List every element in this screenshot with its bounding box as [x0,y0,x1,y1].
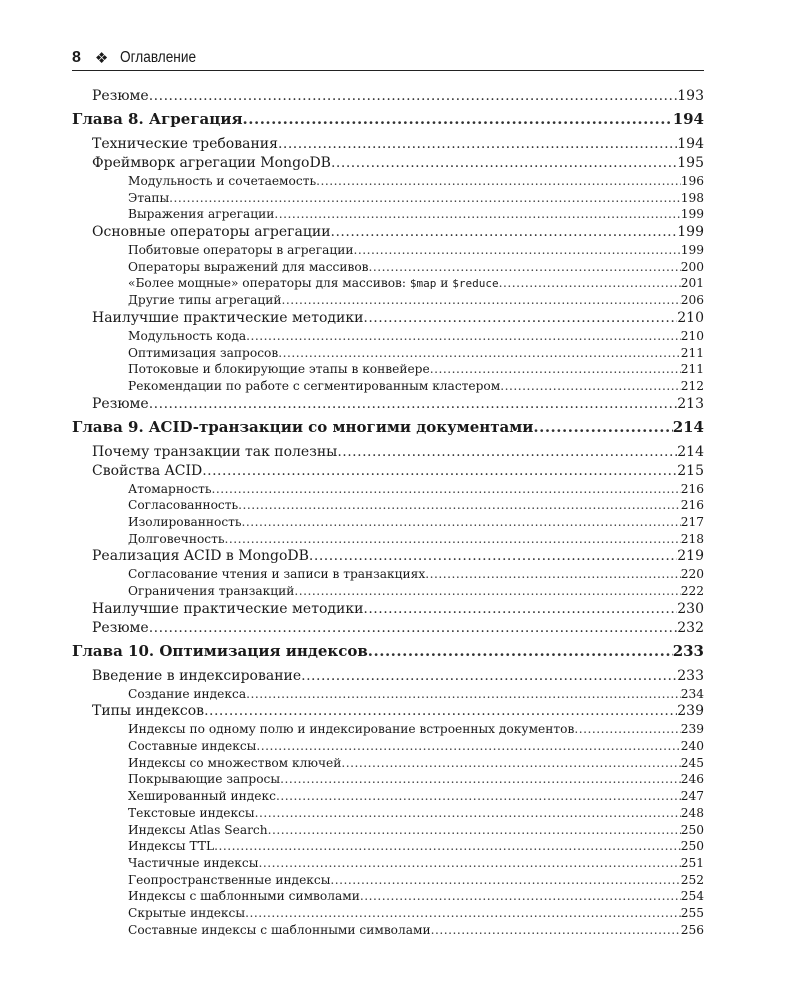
toc-entry-title: Геопространственные индексы [128,872,331,887]
toc-dot-leader [301,668,677,684]
toc-dot-leader [268,823,681,837]
toc-entry-title: Технические требования [92,136,278,152]
toc-page-number: 212 [680,378,704,393]
toc-section [92,224,704,243]
toc-subsection [128,515,704,532]
toc-dot-leader [243,110,673,128]
toc-dot-leader [169,191,681,205]
toc-subsection [128,207,704,224]
ornament-icon: ❖ [94,50,109,67]
toc-section [92,444,704,463]
toc-page-number: 233 [677,667,704,684]
toc-entry-title: Индексы со множеством ключей [128,755,342,770]
toc-dot-leader [281,293,680,307]
toc-chapter [72,110,704,136]
toc-page-number: 250 [680,839,704,854]
toc-entry-title: Наилучшие практические методики [92,600,364,617]
toc-page-number: 199 [680,207,704,222]
toc-section [92,703,704,722]
toc-dot-leader [202,463,677,479]
toc-entry-title: Этапы [128,190,170,205]
toc-entry-title: Рекомендации по работе с сегментированным кластером [128,378,501,393]
toc-subsection [128,276,704,293]
toc-dot-leader [425,567,681,581]
toc-page-number: 218 [680,531,704,546]
toc-subsection [128,584,704,601]
toc-dot-leader [337,444,677,460]
toc-page-number: 255 [680,905,704,920]
toc-page-number: 199 [680,243,704,258]
toc-entry-title: Основные операторы агрегации [92,224,331,241]
toc-dot-leader [369,260,681,274]
toc-dot-leader [499,276,681,290]
toc-dot-leader [238,498,681,512]
toc-dot-leader [574,722,680,736]
toc-entry-title: Создание индекса [128,686,247,701]
toc-subsection [128,498,704,515]
toc-entry-title [128,276,499,290]
toc-subsection [128,260,704,277]
toc-dot-leader [363,310,677,326]
toc-entry-title: Резюме [92,88,149,104]
toc-subsection [128,873,704,890]
toc-dot-leader [256,739,680,753]
toc-page-number: 251 [680,855,704,870]
toc-entry-title: Индексы Atlas Search [128,822,268,837]
toc-dot-leader [246,687,681,701]
toc-entry-title: Согласование чтения и записи в транзакциях [128,567,426,582]
toc-dot-leader [331,155,677,171]
toc-dot-leader [212,482,681,496]
toc-dot-leader [294,584,680,598]
toc-entry-title: Текстовые индексы [128,805,255,820]
toc-section [92,620,704,639]
toc-section [92,396,704,415]
toc-page-number: 234 [680,686,704,701]
toc-subsection [128,567,704,584]
toc-subsection [128,362,704,379]
toc-subsection [128,772,704,789]
toc-page-number: 201 [680,276,704,291]
toc-page-number: 217 [680,514,704,529]
toc-dot-leader [278,346,681,360]
toc-dot-leader [360,889,681,903]
toc-dot-leader [330,873,680,887]
toc-entry-title: Модульность кода [128,328,247,343]
toc-entry-title: Модульность и сочетаемость [128,174,317,188]
toc-entry-title: Выражения агрегации [128,207,275,222]
toc-section [92,668,704,687]
toc-dot-leader [363,601,677,617]
toc-entry-title: Операторы выражений для массивов [128,259,369,274]
toc-subsection [128,293,704,310]
toc-entry-title: Согласованность [128,498,239,513]
toc-entry-title: Глава 10. Оптимизация индексов [72,641,368,660]
toc-entry-title: Типы индексов [92,703,205,720]
toc-entry-title: Оптимизация запросов [128,345,279,360]
toc-entry-title: Свойства ACID [92,462,203,479]
toc-subsection [128,789,704,806]
toc-chapter [72,642,704,668]
toc-page-number: 246 [680,772,704,787]
toc-dot-leader [309,548,677,564]
toc-page-number: 245 [680,755,704,770]
toc-dot-leader [331,224,678,240]
toc-entry-title: Изолированность [128,514,242,529]
toc-entry-title-text: «Более мощные» операторы для массивов: [128,276,410,291]
toc-entry-title: Частичные индексы [128,855,259,870]
toc-page-number: 239 [677,703,704,720]
toc-page-number: 220 [680,567,704,582]
toc-entry-title: Почему транзакции так полезны [92,443,338,460]
toc-page-number: 222 [680,584,704,598]
toc-subsection [128,687,704,704]
toc-dot-leader [149,620,678,636]
toc-subsection [128,856,704,873]
toc-page-number: 248 [680,805,704,820]
toc-dot-leader [225,532,681,546]
toc-subsection [128,923,704,940]
toc-page-number: 210 [680,328,704,343]
toc-page-number: 210 [677,309,704,326]
toc-page-number: 200 [680,259,704,274]
toc-dot-leader [280,772,681,786]
toc-dot-leader [430,362,681,376]
toc-page-number: 213 [677,395,704,412]
toc-dot-leader [204,703,677,719]
toc-page-number: 247 [680,789,704,804]
toc-page-number: 252 [680,872,704,887]
toc-page-number: 214 [677,443,704,460]
toc-dot-leader [368,642,673,660]
toc-subsection [128,482,704,499]
toc-subsection [128,346,704,363]
toc-entry-title: Индексы TTL [128,839,215,854]
toc-entry-title: Индексы с шаблонными символами [128,889,360,904]
toc-subsection [128,739,704,756]
toc-section [92,601,704,620]
toc-dot-leader [255,806,681,820]
toc-subsection [128,889,704,906]
toc-entry-title: Потоковые и блокирующие этапы в конвейере [128,362,430,377]
toc-entry-title: Глава 8. Агрегация [72,110,243,128]
toc-entry-title: Резюме [92,395,149,412]
toc-subsection [128,532,704,549]
toc-section [92,88,704,107]
toc-entry-title: Ограничения транзакций [128,584,295,598]
toc-entry-title: Резюме [92,619,149,636]
toc-section [92,548,704,567]
toc-subsection [128,379,704,396]
toc-page-number: 250 [680,822,704,837]
toc-subsection [128,243,704,260]
toc-dot-leader [533,418,672,436]
toc-dot-leader [354,243,681,257]
toc-subsection [128,839,704,856]
toc-subsection [128,329,704,346]
toc-entry-title: Скрытые индексы [128,905,246,920]
toc-entry-title: Введение в индексирование [92,667,302,684]
toc-page-number: 215 [677,462,704,479]
toc-dot-leader [258,856,680,870]
toc-entry-code: $reduce [452,277,499,291]
toc-subsection [128,906,704,923]
toc-page-number: 256 [680,922,704,937]
toc-page-number: 230 [677,600,704,617]
toc-page-number: 193 [677,88,704,104]
toc-entry-title: Атомарность [128,481,212,496]
toc-dot-leader [278,136,677,152]
toc-page-number: 199 [677,224,704,241]
table-of-contents [72,88,704,939]
toc-dot-leader [316,174,681,188]
toc-entry-code: $map [409,277,437,291]
toc-subsection [128,823,704,840]
toc-dot-leader [242,515,681,529]
toc-dot-leader [245,906,681,920]
toc-page-number: 211 [680,362,704,377]
toc-page-number: 194 [677,136,704,152]
toc-subsection [128,806,704,823]
toc-page-number: 198 [680,190,704,205]
toc-entry-title: Другие типы агрегаций [128,293,282,308]
toc-page-number: 239 [680,722,704,737]
toc-chapter [72,418,704,444]
toc-page-number: 219 [677,548,704,565]
toc-entry-title: Покрывающие запросы [128,772,281,787]
toc-dot-leader [341,756,680,770]
toc-section [92,310,704,329]
running-header [72,46,704,70]
toc-page-number: 214 [672,417,704,436]
toc-entry-title: Реализация ACID в MongoDB [92,548,309,565]
toc-entry-title: Составные индексы [128,739,257,754]
toc-dot-leader [149,88,678,104]
toc-entry-title: Долговечность [128,531,225,546]
toc-entry-title: Составные индексы с шаблонными символами [128,922,431,937]
toc-page-number: 206 [680,293,704,308]
running-header-title: Оглавление [120,49,197,66]
toc-page-number: 211 [680,345,704,360]
toc-entry-title: Глава 9. ACID-транзакции со многими документами [72,417,534,436]
toc-entry-title: Наилучшие практические методики [92,309,364,326]
toc-dot-leader [500,379,681,393]
toc-dot-leader [431,923,681,937]
page-number: 8 [72,49,81,66]
toc-page-number: 232 [677,619,704,636]
toc-page-number: 194 [672,110,704,128]
toc-subsection [128,722,704,739]
toc-entry-title-text: и [436,276,453,291]
toc-section [92,155,704,174]
toc-dot-leader [276,789,681,803]
toc-dot-leader [149,396,678,412]
header-rule [72,70,704,71]
toc-dot-leader [246,329,681,343]
toc-dot-leader [274,207,680,221]
toc-dot-leader [214,839,681,853]
toc-page-number: 254 [680,889,704,904]
toc-section [92,463,704,482]
toc-page-number: 196 [680,174,704,188]
toc-page-number: 195 [677,155,704,171]
toc-entry-title: Побитовые операторы в агрегации [128,243,354,258]
toc-entry-title: Фреймворк агрегации MongoDB [92,155,331,171]
toc-page-number: 233 [672,641,704,660]
toc-page-number: 240 [680,739,704,754]
toc-subsection [128,756,704,773]
toc-entry-title: Хешированный индекс [128,789,276,804]
toc-entry-title: Индексы по одному полю и индексирование встроенных документов [128,722,575,737]
toc-page-number: 216 [680,498,704,513]
toc-subsection [128,174,704,191]
toc-subsection [128,191,704,208]
toc-page-number: 216 [680,481,704,496]
toc-section [92,136,704,155]
